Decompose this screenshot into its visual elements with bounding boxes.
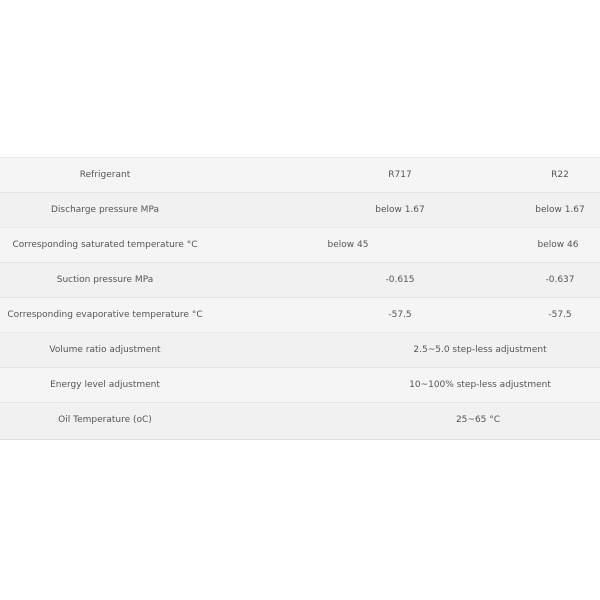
spec-table xyxy=(0,157,600,440)
table-row xyxy=(0,368,600,403)
row-label: Volume ratio adjustment xyxy=(49,345,161,355)
row-label: Energy level adjustment xyxy=(50,380,160,390)
r717-value: below 1.67 xyxy=(375,205,425,215)
r717-value: R717 xyxy=(388,170,412,180)
table-row xyxy=(0,333,600,368)
r717-value: below 45 xyxy=(327,240,369,250)
r717-value: -57.5 xyxy=(388,310,412,320)
table-row xyxy=(0,403,600,440)
row-label: Suction pressure MPa xyxy=(56,275,154,285)
table-row xyxy=(0,298,600,333)
row-label: Refrigerant xyxy=(79,170,131,180)
merged-value: 2.5~5.0 step-less adjustment xyxy=(413,345,547,355)
r22-value: -0.637 xyxy=(545,275,575,285)
r22-value: below 46 xyxy=(537,240,579,250)
table-row xyxy=(0,158,600,193)
row-label: Corresponding evaporative temperature °C xyxy=(7,310,203,320)
row-label: Oil Temperature (oC) xyxy=(58,415,152,425)
table-row xyxy=(0,193,600,228)
merged-value: 10~100% step-less adjustment xyxy=(409,380,551,390)
row-label: Discharge pressure MPa xyxy=(51,205,159,215)
table-row xyxy=(0,228,600,263)
r22-value: below 1.67 xyxy=(535,205,585,215)
row-label: Corresponding saturated temperature °C xyxy=(12,240,198,250)
r22-value: -57.5 xyxy=(548,310,572,320)
table-row xyxy=(0,263,600,298)
merged-value: 25~65 °C xyxy=(455,415,501,425)
r22-value: R22 xyxy=(551,170,569,180)
r717-value: -0.615 xyxy=(385,275,415,285)
